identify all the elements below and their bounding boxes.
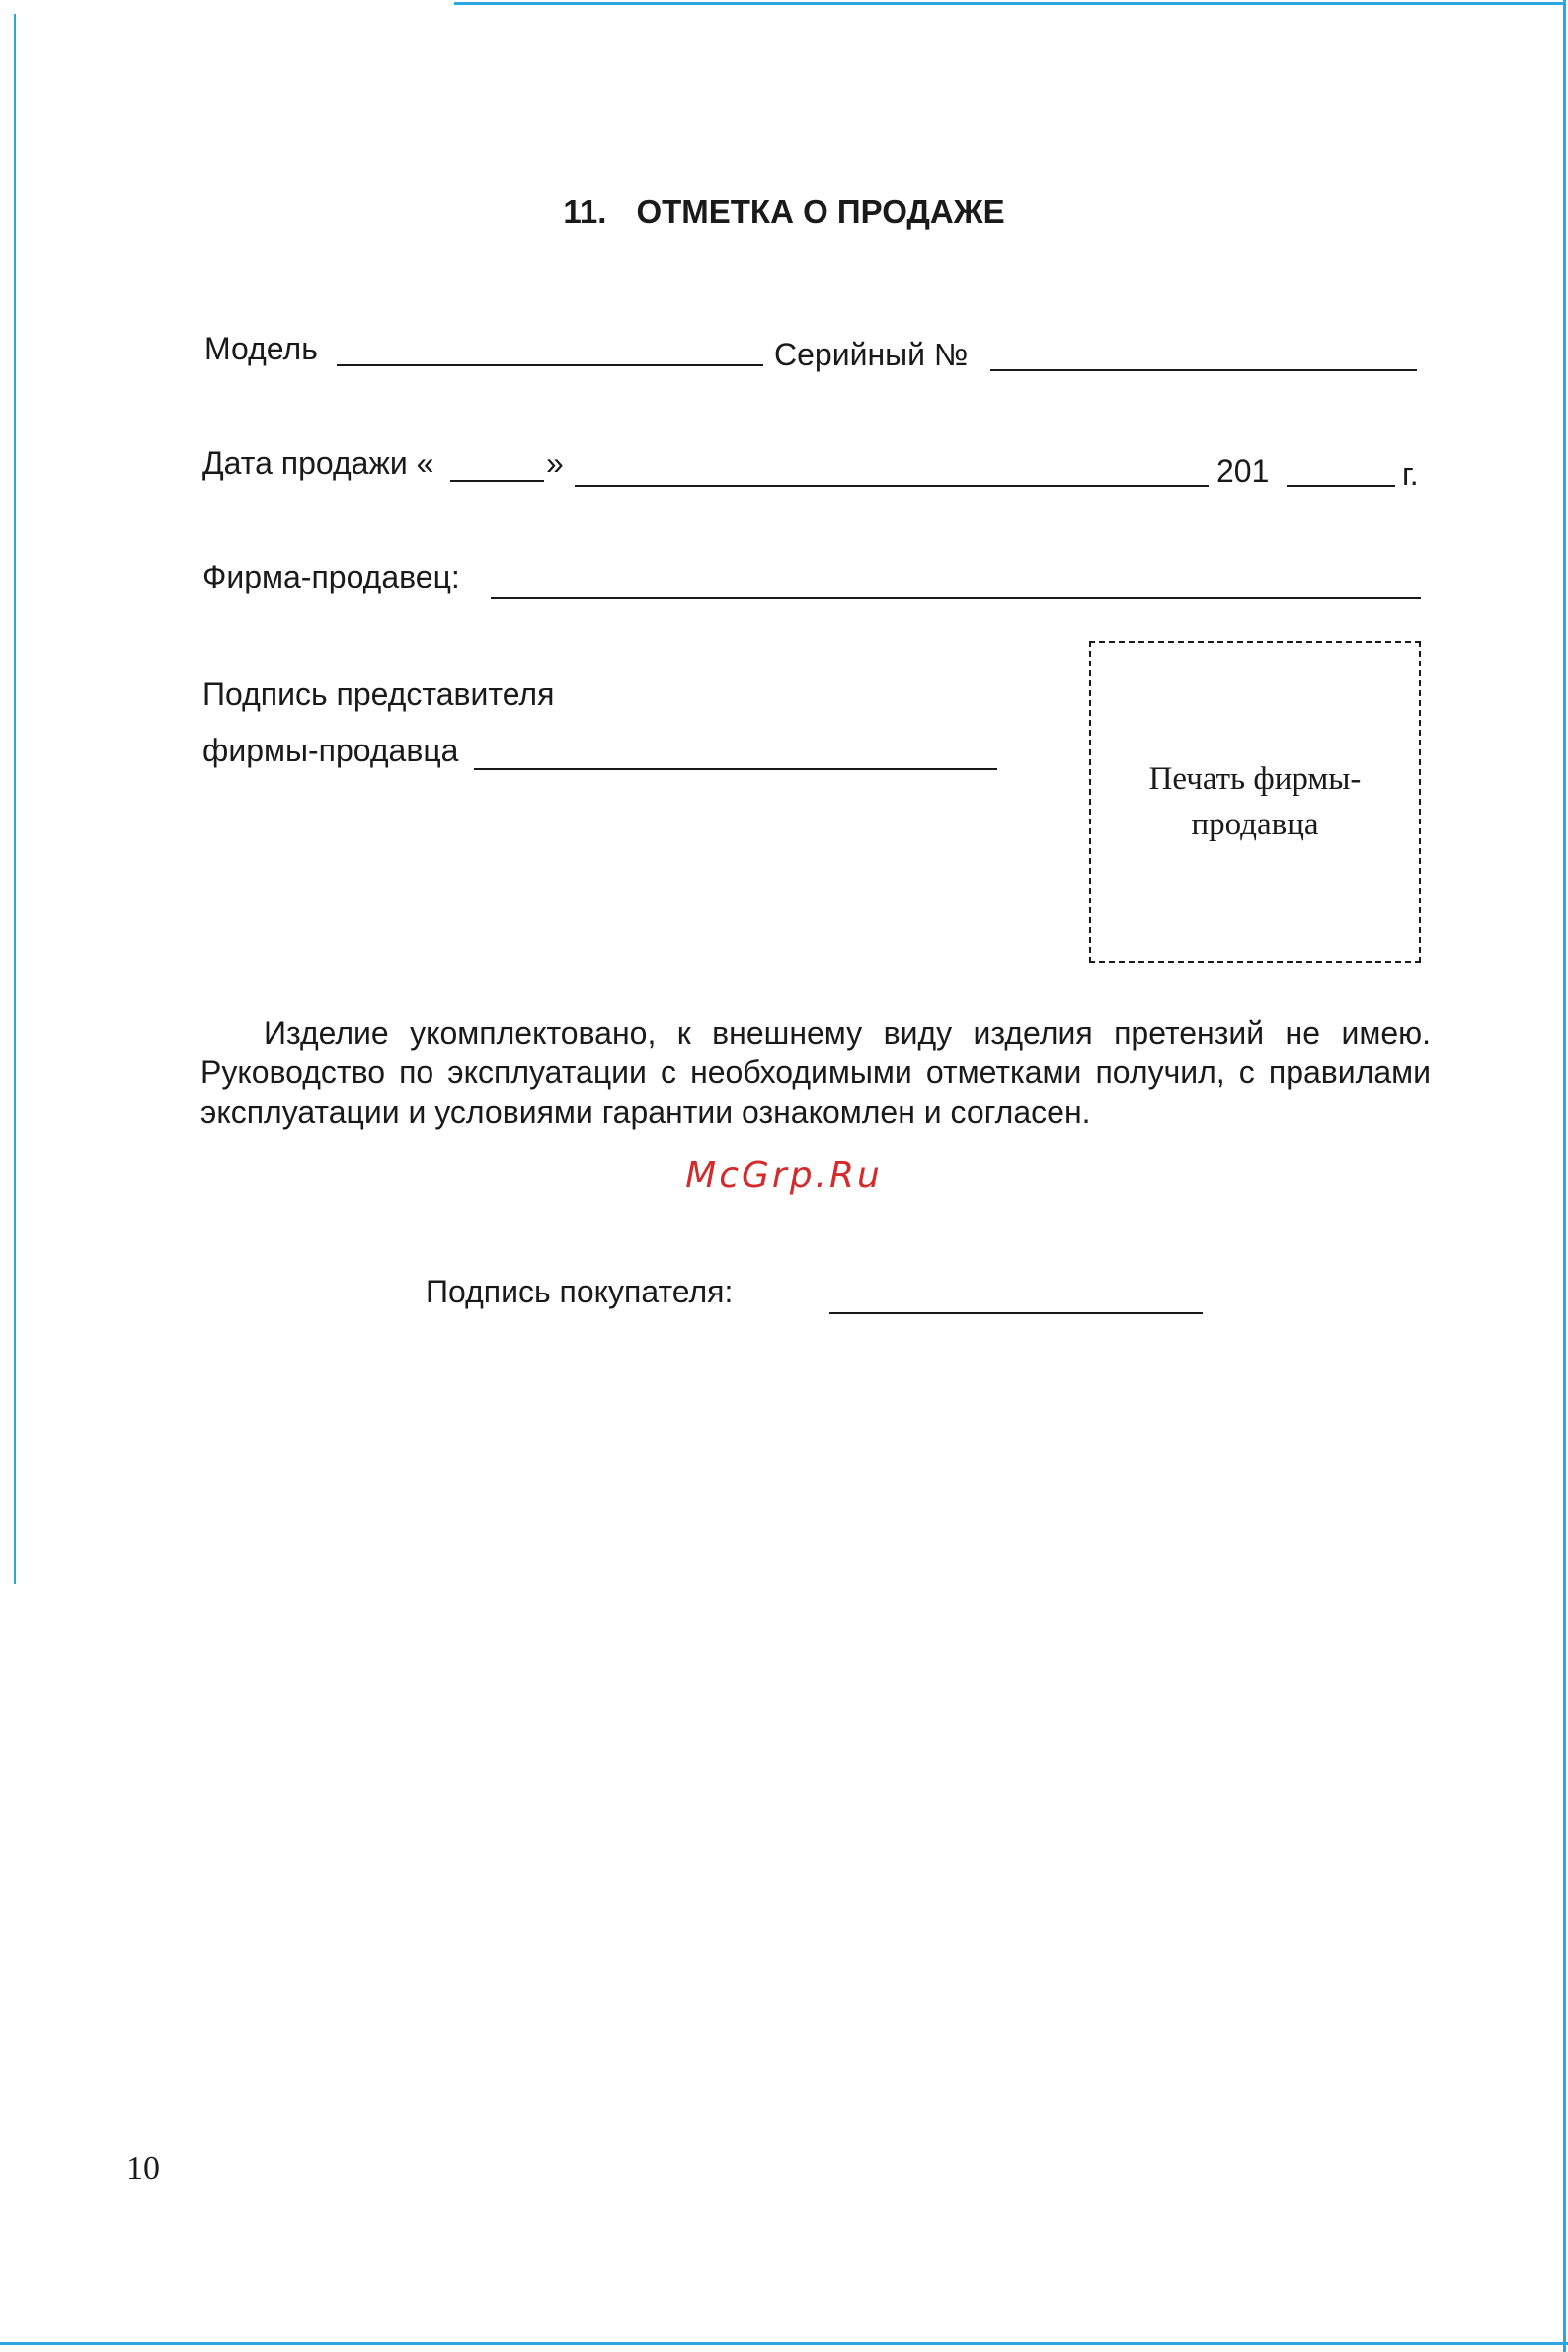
sale-date-close-quote: » [546,445,564,481]
seller-label: Фирма-продавец: [202,559,460,594]
buyer-statement: Изделие укомплектовано, к внешнему виду изделия претензий не имею. Руководство по эксплуатации с необходимыми отметками получил, с правилами эксплуатации и условиями гарантии ознакомлен и согласен. [200,1015,1431,1130]
seller-stamp-box [1089,641,1421,963]
rep-signature-field[interactable] [474,768,997,770]
section-title-text: ОТМЕТКА О ПРОДАЖЕ [636,194,1005,230]
sale-year-field[interactable] [1287,485,1395,487]
serial-number-label: Серийный № [774,337,969,372]
page-frame-bottom [0,2342,1568,2345]
year-suffix: г. [1402,456,1419,492]
seller-field[interactable] [491,597,1421,599]
page-frame-left [14,14,16,1584]
serial-number-field[interactable] [990,369,1417,371]
buyer-signature-field[interactable] [829,1312,1203,1314]
model-label: Модель [204,331,318,366]
section-number: 11. [563,194,607,230]
stamp-label: Печать фирмы- продавца [1148,761,1362,842]
model-field[interactable] [337,364,763,366]
sale-month-field[interactable] [575,485,1209,487]
rep-signature-label-line1: Подпись представителя [202,676,555,712]
watermark-text: McGrp.Ru [685,1155,883,1196]
section-title [0,194,1568,231]
page-frame-top [454,2,1566,5]
year-prefix: 201 [1216,453,1270,489]
sale-day-field[interactable] [450,480,544,482]
rep-signature-label-line2: фирмы-продавца [202,733,459,768]
buyer-signature-label: Подпись покупателя: [426,1274,734,1309]
page-number: 10 [126,2151,160,2187]
sale-date-label: Дата продажи « [202,445,434,481]
